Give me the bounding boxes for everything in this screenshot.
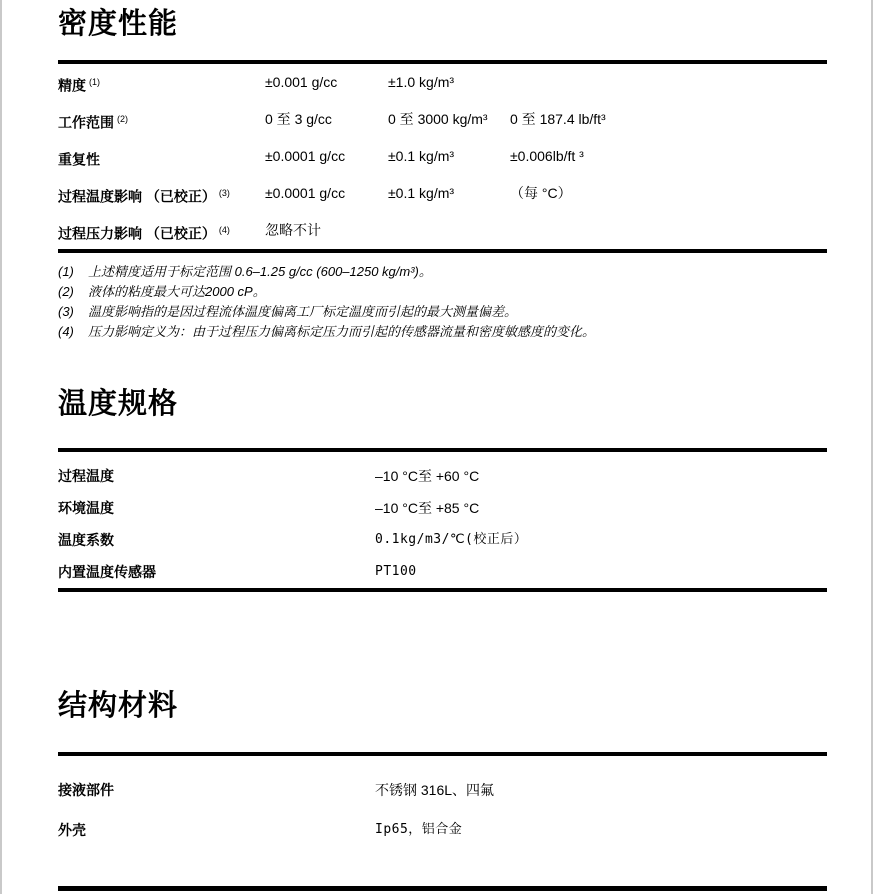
row-value-3: ±0.006lb/ft ³	[510, 148, 584, 164]
row-value: PT100	[375, 564, 417, 579]
row-label-text: 过程温度影响 （已校正）	[58, 188, 216, 205]
row-value: 不锈钢 316L、四氟	[375, 782, 495, 798]
row-value: –10 °C至 +60 °C	[375, 468, 480, 484]
section-temperature	[58, 386, 827, 592]
section-materials	[58, 688, 827, 891]
footnote	[58, 282, 827, 302]
row-value-1: ±0.001 g/cc	[265, 74, 338, 90]
datasheet-content	[58, 0, 827, 891]
row-label: 内置温度传感器	[58, 564, 156, 580]
row-label	[58, 74, 265, 101]
row-value-2	[388, 222, 510, 249]
temperature-section-title: 温度规格	[58, 388, 179, 420]
row-label-text: 重复性	[58, 151, 100, 168]
row-value-1: ±0.0001 g/cc	[265, 148, 346, 164]
row-value-2: ±0.1 kg/m³	[388, 185, 455, 201]
table-row	[58, 770, 827, 810]
table-row	[58, 810, 827, 850]
row-value-1: 忽略不计	[265, 222, 321, 238]
row-label: 接液部件	[58, 782, 114, 798]
density-table	[58, 64, 827, 249]
table-row	[58, 556, 827, 588]
footnote-number: (4)	[58, 324, 74, 339]
row-label: 外壳	[58, 822, 86, 838]
footnote	[58, 322, 827, 342]
footnote	[58, 302, 827, 322]
page-left-border	[0, 0, 2, 894]
page-right-border	[871, 0, 873, 894]
table-row	[58, 101, 827, 138]
row-label	[58, 185, 265, 212]
row-value-2: ±0.1 kg/m³	[388, 148, 455, 164]
materials-section-title: 结构材料	[58, 690, 179, 722]
page-bottom-rule	[58, 886, 827, 891]
row-label: 温度系数	[58, 532, 114, 548]
footnote-number: (1)	[58, 264, 74, 279]
footnote-marker: (2)	[117, 114, 128, 124]
row-label: 过程温度	[58, 468, 114, 484]
table-row	[58, 524, 827, 556]
materials-table	[58, 770, 827, 850]
row-value-3: 0 至 187.4 lb/ft³	[510, 111, 606, 127]
divider-below-table	[58, 249, 827, 253]
footnote-number: (3)	[58, 304, 74, 319]
divider	[58, 752, 827, 756]
row-value-1: ±0.0001 g/cc	[265, 185, 346, 201]
row-label-text: 过程压力影响 （已校正）	[58, 225, 216, 242]
row-value-2: ±1.0 kg/m³	[388, 74, 455, 90]
row-value-3	[510, 222, 827, 249]
footnote-text: 温度影响指的是因过程流体温度偏离工厂标定温度而引起的最大测量偏差。	[88, 304, 518, 319]
footnote-text: 压力影响定义为：由于过程压力偏离标定压力而引起的传感器流量和密度敏感度的变化。	[88, 324, 596, 339]
footnote-list	[58, 262, 827, 342]
row-value: –10 °C至 +85 °C	[375, 500, 480, 516]
row-label: 环境温度	[58, 500, 114, 516]
row-value-1: 0 至 3 g/cc	[265, 111, 332, 127]
row-label	[58, 222, 265, 249]
footnote-marker: (3)	[218, 188, 230, 198]
footnote-marker: (4)	[218, 225, 230, 235]
row-label	[58, 148, 265, 175]
row-value: Ip65，铝合金	[375, 822, 463, 837]
temperature-table	[58, 460, 827, 588]
table-row	[58, 492, 827, 524]
footnote-text: 上述精度适用于标定范围 0.6–1.25 g/cc (600–1250 kg/m³)。	[88, 264, 432, 279]
table-row	[58, 212, 827, 249]
row-value-3	[510, 74, 827, 101]
divider	[58, 448, 827, 452]
table-row	[58, 460, 827, 492]
table-row	[58, 64, 827, 101]
density-section-title: 密度性能	[58, 8, 179, 40]
row-value: 0.1kg/m3/℃(校正后）	[375, 532, 528, 547]
row-label	[58, 111, 265, 138]
divider-below-table	[58, 588, 827, 592]
table-row	[58, 138, 827, 175]
row-label-text: 精度	[58, 77, 86, 94]
section-density	[58, 6, 827, 342]
footnote-marker: (1)	[89, 77, 100, 87]
row-value-2: 0 至 3000 kg/m³	[388, 111, 488, 127]
footnote	[58, 262, 827, 282]
row-value-3: （每 °C）	[510, 185, 572, 201]
table-row	[58, 175, 827, 212]
footnote-text: 液体的粘度最大可达2000 cP。	[88, 284, 266, 299]
footnote-number: (2)	[58, 284, 74, 299]
row-label-text: 工作范围	[58, 114, 114, 131]
